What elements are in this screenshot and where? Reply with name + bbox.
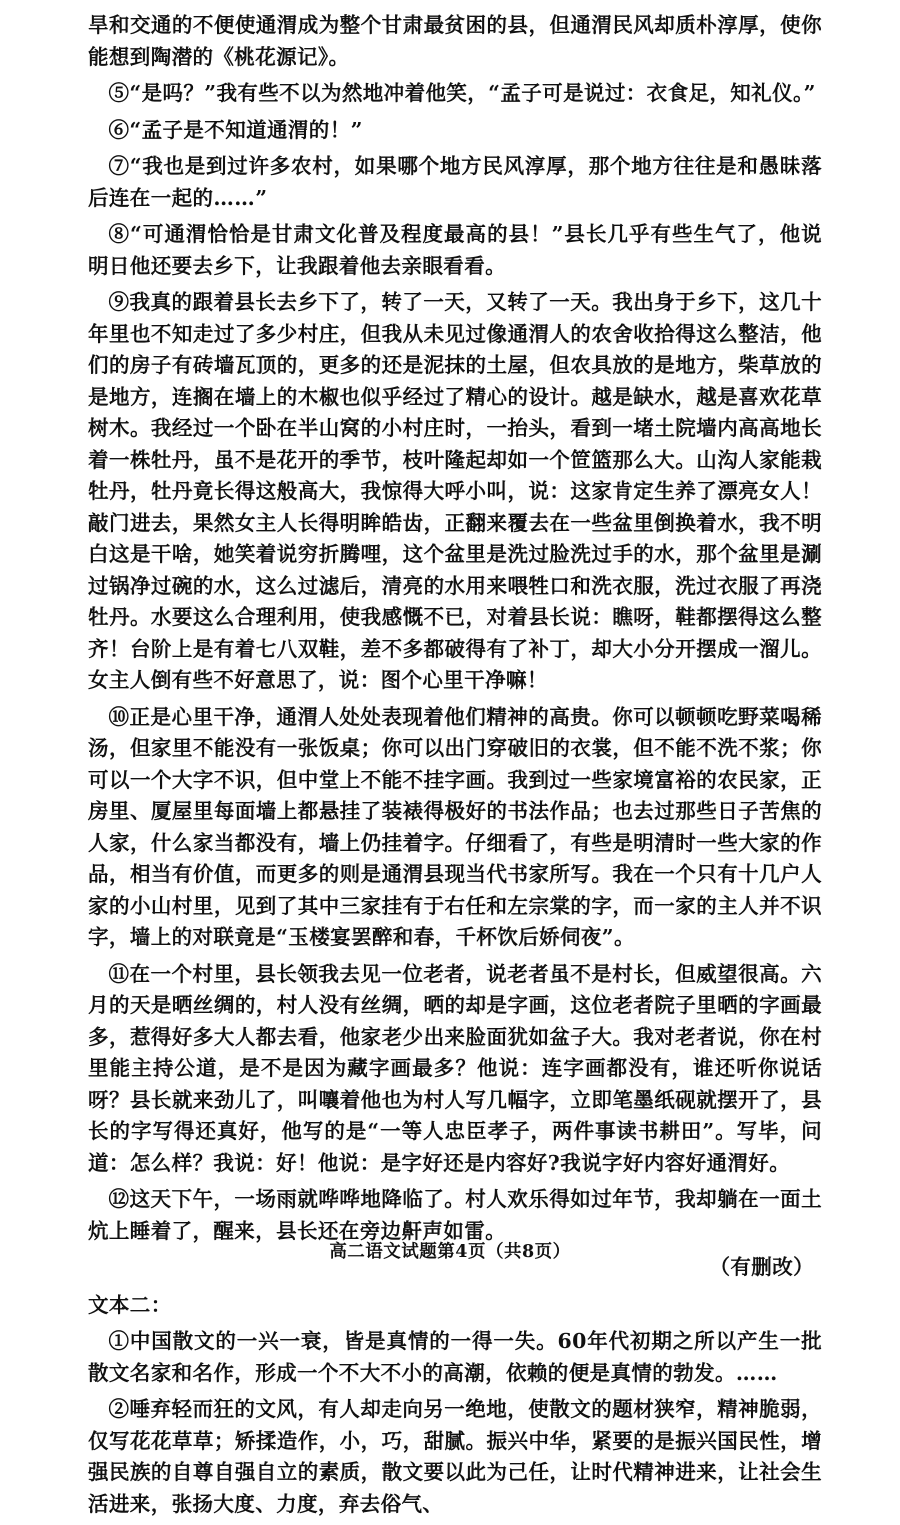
text-two-paragraph-1: ①中国散文的一兴一衰，皆是真情的一得一失。60年代初期之所以产生一批散文名家和名作，形成一个不大不小的高潮，依赖的便是真情的勃发。…… [88, 1329, 822, 1385]
paragraph-9: ⑨我真的跟着县长去乡下了，转了一天，又转了一天。我出身于乡下，这几十年里也不知走过了多少村庄，但我从未见过像通渭人的农舍收拾得这么整洁，他们的房子有砖墙瓦顶的，更多的还是泥抹的土屋，但农具放的是地方，柴草放的是地方，连搁在墙上的木椒也似乎经过了精心的设计。越是缺水，越是喜欢花草树木。我经过一个卧在半山窝的小村庄时，一抬头，看到一堵土院墙内高高地长着一株牡丹，虽不是花开的季节，枝叶隆起却如一个笸篮那么大。山沟人家能栽牡丹，牡丹竟长得这般高大，我惊得大呼小叫，说：这家肯定生养了漂亮女人！敲门进去，果然女主人长得明眸皓齿，正翻来覆去在一些盆里倒换着水，我不明白这是干啥，她笑着说穷折腾哩，这个盆里是洗过脸洗过手的水，那个盆里是涮过锅净过碗的水，这么过滤后，清亮的水用来喂牲口和洗衣服，洗过衣服了再浇牡丹。水要这么合理利用，使我感慨不已，对着县长说：瞧呀，鞋都摆得这么整齐！台阶上是有着七八双鞋，差不多都破得有了补丁，却大小分开摆成一溜儿。女主人倒有些不好意思了，说：图个心里干净嘛！ [88, 290, 822, 692]
paragraph-12: ⑫这天下午，一场雨就哗哗地降临了。村人欢乐得如过年节，我却躺在一面土炕上睡着了，醒来，县长还在旁边鼾声如雷。 [88, 1187, 822, 1243]
text-body [88, 10, 822, 1525]
paragraph-6: ⑥“孟子是不知道通渭的！” [108, 117, 363, 142]
text-two-heading: 文本二： [88, 1292, 172, 1317]
page-footer: 高二语文试题第4页（共8页） [329, 1242, 571, 1262]
paragraph-8: ⑧“可通渭恰恰是甘肃文化普及程度最高的县！”县长几乎有些生气了，他说明日他还要去乡下，让我跟着他去亲眼看看。 [88, 222, 822, 278]
paragraph-10: ⑩正是心里干净，通渭人处处表现着他们精神的高贵。你可以顿顿吃野菜喝稀汤，但家里不能没有一张饭桌；你可以出门穿破旧的衣裳，但不能不洗不浆；你可以一个大字不识，但中堂上不能不挂字画。我到过一些家境富裕的农民家，正房里、厦屋里每面墙上都悬挂了装裱得极好的书法作品；也去过那些日子苦焦的人家，什么家当都没有，墙上仍挂着字。仔细看了，有些是明清时一些大家的作品，相当有价值，而更多的则是通渭县现当代书家所写。我在一个只有十几户人家的小山村里，见到了其中三家挂有于右任和左宗棠的字，而一家的主人并不识字，墙上的对联竟是“玉楼宴罢醉和春，千杯饮后娇伺夜”。 [88, 704, 822, 949]
paragraph-5: ⑤“是吗？”我有些不以为然地冲着他笑，“孟子可是说过：衣食足，知礼仪。” [108, 81, 816, 105]
revision-note: （有删改） [709, 1255, 814, 1279]
paragraph-11: ⑪在一个村里，县长领我去见一位老者，说老者虽不是村长，但威望很高。六月的天是晒丝绸的，村人没有丝绸，晒的却是字画，这位老者院子里晒的字画最多，惹得好多大人都去看，他家老少出来脸面犹如盆子大。我对老者说，你在村里能主持公道，是不是因为藏字画最多？他说：连字画都没有，谁还听你说话呀？县长就来劲儿了，叫嚷着他也为村人写几幅字，立即笔墨纸砚就摆开了，县长的字写得还真好，他写的是“一等人忠臣孝子，两件事读书耕田”。写毕，问道：怎么样？我说：好！他说：是字好还是内容好?我说字好内容好通渭好。 [88, 961, 822, 1175]
text-two-paragraph-2: ②唾弃轻而狂的文风，有人却走向另一绝地，使散文的题材狭窄，精神脆弱，仅写花花草草；矫揉造作，小，巧，甜腻。振兴中华，紧要的是振兴国民性，增强民族的自尊自强自立的素质，散文要以此为己任，让时代精神进来，让社会生活进来，张扬大度、力度，弃去俗气、 [88, 1397, 822, 1516]
paragraph-intro: 旱和交通的不便使通渭成为整个甘肃最贫困的县，但通渭民风却质朴淳厚，使你能想到陶潜的《桃花源记》。 [88, 13, 822, 69]
paragraph-7: ⑦“我也是到过许多农村，如果哪个地方民风淳厚，那个地方往往是和愚昧落后连在一起的……” [88, 154, 822, 210]
